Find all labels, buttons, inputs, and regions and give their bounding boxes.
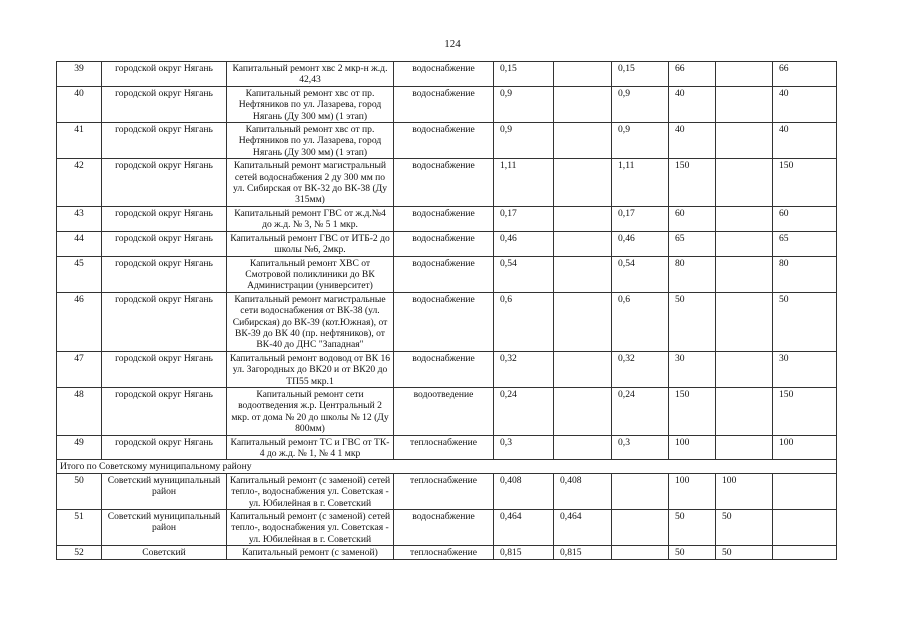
table-row	[57, 546, 837, 559]
row-value-4: 150	[669, 159, 716, 207]
row-value-1: 0,32	[494, 351, 554, 387]
table-row	[57, 206, 837, 231]
row-value-3	[612, 546, 669, 559]
row-service-type: водоснабжение	[394, 292, 494, 351]
row-value-5: 50	[716, 510, 773, 546]
table-row	[57, 387, 837, 435]
row-value-5	[716, 123, 773, 159]
row-value-3: 1,11	[612, 159, 669, 207]
row-number: 39	[57, 62, 102, 87]
row-value-6: 65	[773, 231, 837, 256]
row-service-type: водоснабжение	[394, 86, 494, 122]
row-object-name: Капитальный ремонт водовод от ВК 16 ул. Загородных до ВК20 и от ВК20 до ТП55 мкр.1	[227, 351, 394, 387]
row-value-5	[716, 86, 773, 122]
row-value-2	[554, 62, 612, 87]
table-row	[57, 231, 837, 256]
table-row	[57, 86, 837, 122]
row-value-2: 0,464	[554, 510, 612, 546]
row-service-type: теплоснабжение	[394, 473, 494, 509]
row-value-6: 30	[773, 351, 837, 387]
table-row	[57, 123, 837, 159]
row-value-3: 0,24	[612, 387, 669, 435]
row-value-2	[554, 435, 612, 460]
row-value-5	[716, 387, 773, 435]
row-service-type: водоснабжение	[394, 62, 494, 87]
row-area: городской округ Нягань	[102, 86, 227, 122]
row-value-3: 0,9	[612, 86, 669, 122]
table-row	[57, 292, 837, 351]
row-object-name: Капитальный ремонт магистральные сети водоснабжения от ВК-38 (ул. Сибирская) до ВК-39 (кот.Южная), от ВК-39 до ВК 40 (пр. нефтяников), от ВК-40 до ДНС "Западная"	[227, 292, 394, 351]
data-table	[56, 61, 837, 560]
row-object-name: Капитальный ремонт ГВС от ИТБ-2 до школы №6, 2мкр.	[227, 231, 394, 256]
row-number: 42	[57, 159, 102, 207]
row-value-2	[554, 256, 612, 292]
subtotal-heading: Итого по Советскому муниципальному району	[57, 460, 837, 473]
table-row	[57, 256, 837, 292]
row-service-type: водоснабжение	[394, 351, 494, 387]
row-value-5	[716, 159, 773, 207]
row-number: 51	[57, 510, 102, 546]
row-value-4: 150	[669, 387, 716, 435]
row-service-type: водоснабжение	[394, 256, 494, 292]
row-value-4: 40	[669, 86, 716, 122]
row-value-5	[716, 256, 773, 292]
row-area: Советский	[102, 546, 227, 559]
row-value-4: 30	[669, 351, 716, 387]
row-service-type: водоснабжение	[394, 123, 494, 159]
row-value-6: 40	[773, 123, 837, 159]
row-value-6: 50	[773, 292, 837, 351]
row-value-1: 0,3	[494, 435, 554, 460]
row-value-2	[554, 86, 612, 122]
row-value-1: 0,46	[494, 231, 554, 256]
row-number: 40	[57, 86, 102, 122]
row-value-6: 60	[773, 206, 837, 231]
table-row	[57, 351, 837, 387]
row-area: городской округ Нягань	[102, 435, 227, 460]
table-row	[57, 159, 837, 207]
row-value-6: 80	[773, 256, 837, 292]
row-number: 50	[57, 473, 102, 509]
row-value-5	[716, 351, 773, 387]
row-value-5: 100	[716, 473, 773, 509]
row-value-4: 66	[669, 62, 716, 87]
row-number: 48	[57, 387, 102, 435]
row-service-type: водоснабжение	[394, 206, 494, 231]
row-value-3	[612, 473, 669, 509]
row-area: городской округ Нягань	[102, 387, 227, 435]
table-row	[57, 460, 837, 473]
row-area: Советский муниципальный район	[102, 510, 227, 546]
row-number: 41	[57, 123, 102, 159]
row-value-4: 50	[669, 510, 716, 546]
table-row	[57, 473, 837, 509]
row-service-type: водоснабжение	[394, 510, 494, 546]
row-object-name: Капитальный ремонт ТС и ГВС от ТК- 4 до ж.д. № 1, № 4 1 мкр	[227, 435, 394, 460]
row-value-3: 0,6	[612, 292, 669, 351]
row-value-4: 100	[669, 435, 716, 460]
table-row	[57, 62, 837, 87]
row-value-6: 150	[773, 387, 837, 435]
row-value-2	[554, 387, 612, 435]
row-value-1: 0,464	[494, 510, 554, 546]
row-area: городской округ Нягань	[102, 123, 227, 159]
row-object-name: Капитальный ремонт хвс 2 мкр-н ж.д. 42,43	[227, 62, 394, 87]
row-value-1: 0,15	[494, 62, 554, 87]
row-number: 49	[57, 435, 102, 460]
row-area: городской округ Нягань	[102, 256, 227, 292]
row-value-3: 0,54	[612, 256, 669, 292]
row-value-2: 0,815	[554, 546, 612, 559]
row-number: 52	[57, 546, 102, 559]
row-object-name: Капитальный ремонт (с заменой) сетей тепло-, водоснабжения ул. Советская - ул. Юбилейная в г. Советский	[227, 473, 394, 509]
row-value-2: 0,408	[554, 473, 612, 509]
row-value-4: 50	[669, 546, 716, 559]
table-row	[57, 435, 837, 460]
row-value-6	[773, 510, 837, 546]
row-value-2	[554, 206, 612, 231]
row-value-2	[554, 351, 612, 387]
row-object-name: Капитальный ремонт ХВС от Смотровой поликлиники до ВК Администрации (университет)	[227, 256, 394, 292]
row-object-name: Капитальный ремонт хвс от пр. Нефтяников по ул. Лазарева, город Нягань (Ду 300 мм) (1 этап)	[227, 86, 394, 122]
row-value-3	[612, 510, 669, 546]
row-value-3: 0,46	[612, 231, 669, 256]
row-value-6: 66	[773, 62, 837, 87]
row-object-name: Капитальный ремонт (с заменой) сетей тепло-, водоснабжения ул. Советская - ул. Юбилейная в г. Советский	[227, 510, 394, 546]
row-value-3: 0,17	[612, 206, 669, 231]
row-value-3: 0,3	[612, 435, 669, 460]
row-service-type: теплоснабжение	[394, 546, 494, 559]
row-service-type: водоснабжение	[394, 159, 494, 207]
row-value-4: 100	[669, 473, 716, 509]
row-value-5	[716, 206, 773, 231]
row-value-4: 65	[669, 231, 716, 256]
row-value-6: 100	[773, 435, 837, 460]
row-number: 47	[57, 351, 102, 387]
row-value-5: 50	[716, 546, 773, 559]
row-value-3: 0,15	[612, 62, 669, 87]
row-service-type: водоснабжение	[394, 231, 494, 256]
row-value-3: 0,9	[612, 123, 669, 159]
row-value-6: 40	[773, 86, 837, 122]
row-number: 43	[57, 206, 102, 231]
row-area: Советский муниципальный район	[102, 473, 227, 509]
row-value-1: 0,24	[494, 387, 554, 435]
row-object-name: Капитальный ремонт (с заменой)	[227, 546, 394, 559]
row-value-2	[554, 159, 612, 207]
row-value-1: 0,9	[494, 86, 554, 122]
row-value-4: 50	[669, 292, 716, 351]
row-value-1: 0,9	[494, 123, 554, 159]
row-object-name: Капитальный ремонт хвс от пр. Нефтяников по ул. Лазарева, город Нягань (Ду 300 мм) (1 этап)	[227, 123, 394, 159]
row-value-5	[716, 231, 773, 256]
row-value-5	[716, 435, 773, 460]
row-value-6	[773, 473, 837, 509]
row-value-1: 0,815	[494, 546, 554, 559]
row-object-name: Капитальный ремонт ГВС от ж.д.№4 до ж.д. № 3, № 5 1 мкр.	[227, 206, 394, 231]
row-area: городской округ Нягань	[102, 159, 227, 207]
row-value-2	[554, 292, 612, 351]
row-value-2	[554, 231, 612, 256]
row-value-5	[716, 62, 773, 87]
row-value-4: 80	[669, 256, 716, 292]
row-area: городской округ Нягань	[102, 292, 227, 351]
row-value-1: 0,6	[494, 292, 554, 351]
row-number: 44	[57, 231, 102, 256]
page-number: 124	[444, 38, 461, 50]
table-row	[57, 510, 837, 546]
row-service-type: теплоснабжение	[394, 435, 494, 460]
row-value-1: 0,54	[494, 256, 554, 292]
row-value-4: 40	[669, 123, 716, 159]
row-service-type: водоотведение	[394, 387, 494, 435]
row-area: городской округ Нягань	[102, 206, 227, 231]
row-value-2	[554, 123, 612, 159]
row-object-name: Капитальный ремонт сети водоотведения ж.р. Центральный 2 мкр. от дома № 20 до школы № 12 (Ду 800мм)	[227, 387, 394, 435]
row-value-1: 1,11	[494, 159, 554, 207]
table-body	[57, 62, 837, 560]
row-area: городской округ Нягань	[102, 351, 227, 387]
row-area: городской округ Нягань	[102, 231, 227, 256]
row-value-6	[773, 546, 837, 559]
row-area: городской округ Нягань	[102, 62, 227, 87]
row-value-5	[716, 292, 773, 351]
row-object-name: Капитальный ремонт магистральный сетей водоснабжения 2 ду 300 мм по ул. Сибирская от ВК-32 до ВК-38 (Ду 315мм)	[227, 159, 394, 207]
row-value-3: 0,32	[612, 351, 669, 387]
row-value-6: 150	[773, 159, 837, 207]
row-number: 46	[57, 292, 102, 351]
row-number: 45	[57, 256, 102, 292]
row-value-1: 0,408	[494, 473, 554, 509]
row-value-4: 60	[669, 206, 716, 231]
row-value-1: 0,17	[494, 206, 554, 231]
